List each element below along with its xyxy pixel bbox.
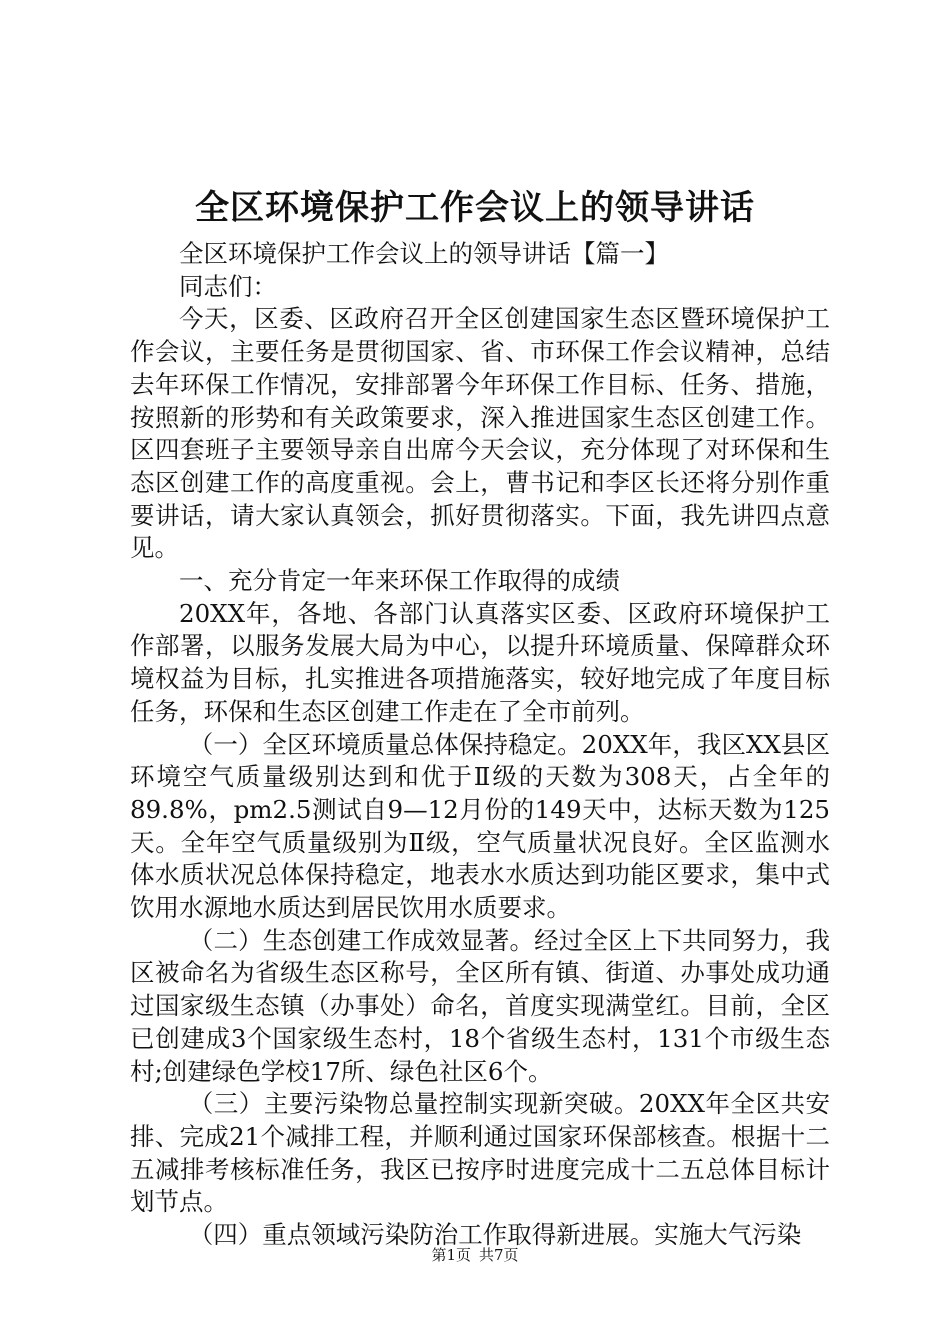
page-title: 全区环境保护工作会议上的领导讲话 (195, 188, 755, 228)
document-body (130, 238, 830, 1252)
paragraph-overview: 20XX年，各地、各部门认真落实区委、区政府环境保护工作部署，以服务发展大局为中心，以提升环境质量、保障群众环境权益为目标，扎实推进各项措施落实，较好地完成了年度目标任务，环保和生态区创建工作走在了全市前列。 (130, 598, 830, 726)
salutation: 同志们： (179, 271, 277, 301)
page-total: 共7页 (479, 1246, 519, 1264)
paragraph-item-3: （三）主要污染物总量控制实现新突破。20XX年全区共安排、完成21个减排工程，并顺利通过国家环保部核查。根据十二五减排考核标准任务，我区已按序时进度完成十二五总体目标计划节点。 (130, 1089, 830, 1217)
paragraph-item-4: （四）重点领域污染防治工作取得新进展。实施大气污染 (188, 1220, 802, 1250)
paragraph-item-2: （二）生态创建工作成效显著。经过全区上下共同努力，我区被命名为省级生态区称号，全区所有镇、街道、办事处成功通过国家级生态镇（办事处）命名，首度实现满堂红。目前，全区已创建成3个国家级生态村，18个省级生态村，131个市级生态村;创建绿色学校17所、绿色社区6个。 (130, 925, 830, 1086)
page-number: 第1页 (431, 1246, 471, 1264)
heading-achievements: 一、充分肯定一年来环保工作取得的成绩 (179, 566, 620, 596)
page-footer (0, 1245, 950, 1265)
paragraph-item-1: （一）全区环境质量总体保持稳定。20XX年，我区XX县区环境空气质量级别达到和优于Ⅱ级的天数为308天，占全年的89.8%，pm2.5测试自9—12月份的149天中，达标天数为125天。全年空气质量级别为Ⅱ级，空气质量状况良好。全区监测水体水质状况总体保持稳定，地表水水质达到功能区要求，集中式饮用水源地水质达到居民饮用水质要求。 (130, 729, 830, 923)
section-heading-part-one: 全区环境保护工作会议上的领导讲话【篇一】 (179, 239, 669, 268)
paragraph-intro: 今天，区委、区政府召开全区创建国家生态区暨环境保护工作会议，主要任务是贯彻国家、省、市环保工作会议精神，总结去年环保工作情况，安排部署今年环保工作目标、任务、措施，按照新的形势和有关政策要求，深入推进国家生态区创建工作。区四套班子主要领导亲自出席今天会议，充分体现了对环保和生态区创建工作的高度重视。会上，曹书记和李区长还将分别作重要讲话，请大家认真领会，抓好贯彻落实。下面，我先讲四点意见。 (130, 304, 830, 563)
